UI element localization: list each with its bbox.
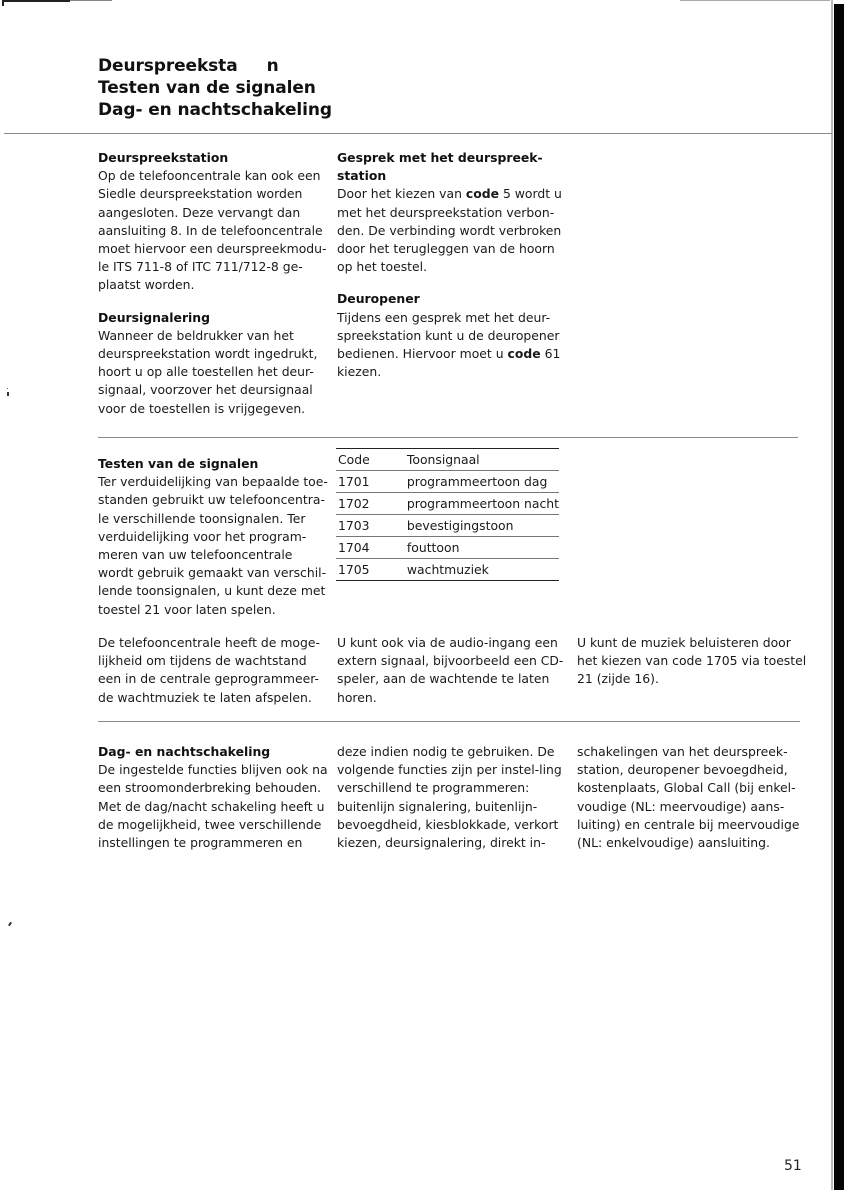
heading-gesprek: Gesprek met het deurspreek-station — [337, 150, 543, 184]
scan-binding-edge — [834, 4, 844, 1190]
column-header-code: Code — [336, 449, 405, 471]
paragraph-text: U kunt de muziek beluisteren door het kiezen van code 1705 via toestel 21 (zijde 16). — [577, 635, 807, 687]
paragraph-testen: Ter verduidelijking van bepaalde toe-standen gebruikt uw telefooncentra-le verschillende toonsignalen. Ter verduidelijking voor het program-meren van uw telefooncentrale wordt gebruik gemaakt van verschil-lende toonsignalen, u kunt deze met toestel 21 voor laten spelen. — [98, 474, 328, 617]
paragraph-deuropener — [337, 309, 569, 382]
cell-code: 1704 — [336, 537, 405, 559]
table-row — [336, 559, 559, 581]
heading-dag-nacht: Dag- en nachtschakeling — [98, 744, 271, 759]
table-header-row — [336, 449, 559, 471]
paragraph-text: U kunt ook via de audio-ingang een extern signaal, bijvoorbeeld een CD-speler, aan de wachtende te laten horen. — [337, 635, 564, 705]
paragraph-deurspreekstation: Op de telefooncentrale kan ook een Siedle deurspreekstation worden aangesloten. Deze vervangt dan aansluiting 8. In de telefooncentrale moet hiervoor een deurspreekmodu-le ITS 711-8 of ITC 711/712-8 ge-plaatst worden. — [98, 168, 327, 293]
section1-column2 — [337, 149, 569, 381]
title-line-1: Deurspreeksta n — [98, 56, 279, 76]
cell-code: 1701 — [336, 471, 405, 493]
scan-edge-line — [831, 0, 833, 1190]
heading-deursignalering: Deursignalering — [98, 309, 210, 325]
bold-code-label: code — [465, 186, 500, 202]
column-header-toonsignaal: Toonsignaal — [405, 449, 559, 471]
table-row — [336, 537, 559, 559]
paragraph-dag-nacht: De ingestelde functies blijven ook na een stroomonderbreking behouden. Met de dag/nacht schakeling heeft u de mogelijkheid, twee verschillende instellingen te programmeren en — [98, 762, 328, 851]
cell-toonsignaal: programmeertoon nacht — [405, 493, 559, 515]
scan-edge-mark — [70, 0, 112, 1]
text-run: 61 kiezen. — [337, 346, 561, 380]
paragraph-text: De telefooncentrale heeft de moge-lijkheid om tijdens de wachtstand een in de centrale geprogrammeer-de wachtmuziek te laten afspelen. — [98, 635, 320, 705]
text-run: Door het kiezen van — [337, 186, 466, 202]
title-line-3: Dag- en nachtschakeling — [98, 100, 332, 120]
text-run: Tijdens een gesprek met het deur-spreekstation kunt u de deuropener bedienen. Hiervoor moet u — [337, 309, 560, 362]
cell-toonsignaal: bevestigingstoon — [405, 515, 559, 537]
section3-column2 — [337, 743, 569, 852]
scan-edge-mark — [2, 0, 70, 2]
scan-speck — [7, 388, 8, 389]
wachtmuziek-paragraph-1 — [98, 634, 330, 707]
cell-toonsignaal: programmeertoon dag — [405, 471, 559, 493]
wachtmuziek-paragraph-3 — [577, 634, 809, 689]
scan-edge-mark — [2, 0, 4, 6]
heading-testen: Testen van de signalen — [98, 456, 259, 471]
page-title — [98, 55, 332, 121]
paragraph-deursignalering: Wanneer de beldrukker van het deurspreekstation wordt ingedrukt, hoort u op alle toestellen het deur-signaal, voorzover het deursignaal voor de toestellen is vrijgegeven. — [98, 327, 318, 416]
text-run: 5 wordt u met het deurspreekstation verbon-den. De verbinding wordt verbroken door het terugleggen van de hoorn op het toestel. — [337, 186, 562, 275]
table-row — [336, 471, 559, 493]
scan-speck — [7, 392, 9, 396]
cell-code: 1702 — [336, 493, 405, 515]
cell-code: 1703 — [336, 515, 405, 537]
section1-column1 — [98, 149, 330, 418]
scan-speck — [8, 922, 12, 926]
section3-column1 — [98, 743, 334, 852]
section2-column1 — [98, 455, 330, 619]
section-divider — [4, 133, 832, 134]
title-line-2: Testen van de signalen — [98, 78, 316, 98]
table-row — [336, 493, 559, 515]
heading-deurspreekstation: Deurspreekstation — [98, 150, 229, 165]
paragraph-text: schakelingen van het deurspreek-station, deuropener bevoegdheid, kostenplaats, Global Call (bij enkel-voudige (NL: meervoudige) aans-luiting) en centrale bij meervoudige (NL: enkelvoudige) aansluiting. — [577, 744, 800, 851]
tone-signal-table — [336, 448, 559, 581]
paragraph-gesprek — [337, 185, 569, 276]
page-number: 51 — [784, 1158, 802, 1174]
paragraph-text: deze indien nodig te gebruiken. De volgende functies zijn per instel-ling verschillend te programmeren: buitenlijn signalering, buitenlijn-bevoegdheid, kiesblokkade, verkort kiezen, deursignalering, direkt in- — [337, 744, 562, 851]
wachtmuziek-paragraph-2 — [337, 634, 569, 707]
cell-toonsignaal: fouttoon — [405, 537, 559, 559]
cell-code: 1705 — [336, 559, 405, 581]
heading-deuropener: Deuropener — [337, 291, 420, 307]
table-row — [336, 515, 559, 537]
cell-toonsignaal: wachtmuziek — [405, 559, 559, 581]
section-divider — [98, 437, 798, 438]
section-divider — [98, 721, 800, 722]
scan-edge-mark — [680, 0, 830, 1]
section3-column3 — [577, 743, 809, 852]
bold-code-label: code — [507, 346, 541, 362]
